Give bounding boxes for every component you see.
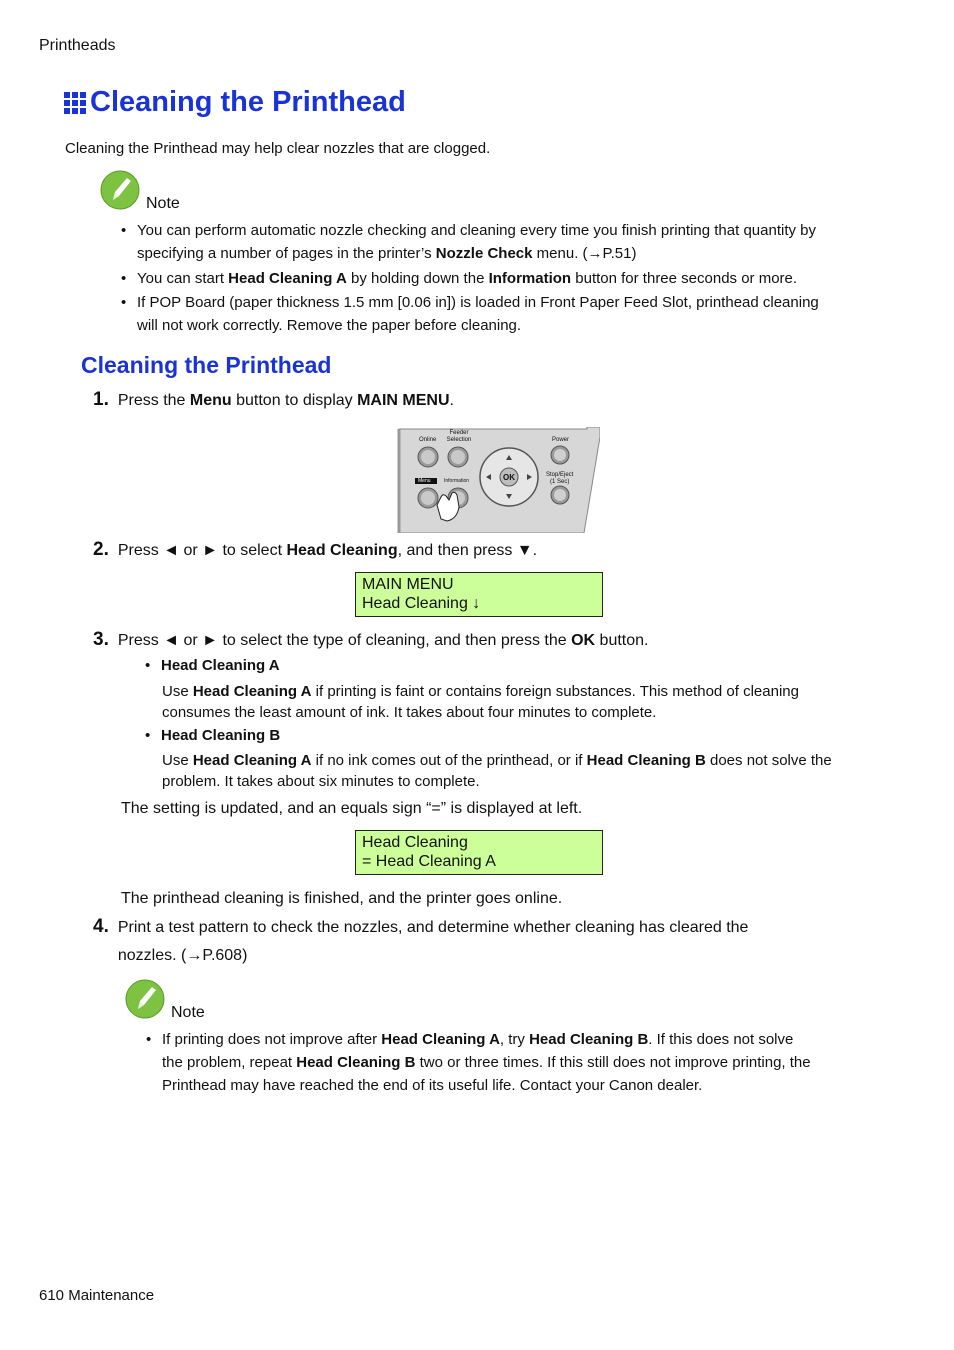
- running-head: Printheads: [39, 37, 116, 54]
- menu-label: Menu: [418, 478, 431, 484]
- lcd-line-2: Head Cleaning ↓: [362, 595, 481, 612]
- step-3: [93, 629, 648, 651]
- note-item: • If POP Board (paper thickness 1.5 mm [0.06 in]) is loaded in Front Paper Feed Slot, printhead cleaning will not work correctly. Remove the paper before cleaning.: [121, 291, 881, 337]
- note-item: • You can start Head Cleaning A by holding down the Information button for three seconds or more.: [121, 267, 881, 290]
- step-number: 1.: [93, 389, 109, 410]
- note-item: • You can perform automatic nozzle checking and cleaning every time you finish printing that quantity by specifying a number of pages in the printer’s Nozzle Check menu. (→P.51): [121, 219, 881, 265]
- note-label: Note: [146, 195, 180, 212]
- control-panel-illustration: [397, 427, 600, 533]
- option-a-text: Use Head Cleaning A if printing is faint or contains foreign substances. This method of cleaning consumes the least amount of ink. It takes about four minutes to complete.: [162, 683, 799, 721]
- step-text: Press ◄ or ► to select Head Cleaning, and then press ▼.: [117, 542, 538, 559]
- section-grid-icon: [64, 92, 86, 114]
- step-text: Press ◄ or ► to select the type of cleaning, and then press the OK button.: [117, 632, 649, 649]
- step-number: 4.: [93, 916, 109, 937]
- lcd-display-head-cleaning: [355, 830, 603, 875]
- power-label: Power: [552, 437, 570, 443]
- note-pencil-icon: [100, 170, 142, 210]
- intro-text: Cleaning the Printhead may help clear nozzles that are clogged.: [65, 140, 491, 157]
- step-number: 2.: [93, 539, 109, 560]
- note-pencil-icon: [125, 979, 167, 1019]
- feeder-label: Feeder Selection: [446, 430, 472, 443]
- page-title-text: Cleaning the Printhead: [90, 86, 406, 118]
- step-2: [93, 539, 537, 561]
- finished-text: The printhead cleaning is finished, and the printer goes online.: [121, 890, 563, 907]
- step-number: 3.: [93, 629, 109, 650]
- lcd-display-main-menu: [355, 572, 603, 617]
- step-4: [93, 914, 748, 970]
- setting-updated-text: The setting is updated, and an equals sign “=” is displayed at left.: [121, 800, 583, 817]
- lcd-line-1: MAIN MENU: [362, 576, 454, 593]
- information-label: Information: [444, 478, 470, 484]
- step-1: [93, 389, 454, 411]
- section-subtitle: Cleaning the Printhead: [81, 352, 332, 378]
- option-a-bullet: •: [145, 657, 151, 674]
- ok-label: OK: [503, 473, 515, 482]
- note-list: [121, 219, 881, 337]
- step-text: Print a test pattern to check the nozzles, and determine whether cleaning has cleared the nozzles. (→P.608): [117, 919, 749, 964]
- note-list: [146, 1028, 886, 1097]
- lcd-line-2: = Head Cleaning A: [362, 853, 496, 870]
- option-a-heading: Head Cleaning A: [161, 657, 280, 674]
- lcd-line-1: Head Cleaning: [362, 834, 468, 851]
- stop-eject-label: Stop/Eject: [546, 472, 574, 478]
- option-b-heading: Head Cleaning B: [161, 727, 281, 744]
- option-b-bullet: •: [145, 727, 151, 744]
- online-label: Online: [419, 437, 437, 443]
- page-footer: 610 Maintenance: [39, 1287, 155, 1304]
- option-b-text: Use Head Cleaning A if no ink comes out of the printhead, or if Head Cleaning B does not solve the problem. It takes about six minutes to complete.: [162, 752, 832, 790]
- page-title: [64, 86, 406, 119]
- step-text: Press the Menu button to display MAIN MENU.: [117, 392, 454, 409]
- stop-eject-sub-label: (1 Sec): [550, 479, 570, 485]
- note-item: • If printing does not improve after Head Cleaning A, try Head Cleaning B. If this does not solve the problem, repeat Head Cleaning B two or three times. If this still does not improve printing, the Printhead may have reached the end of its useful life. Contact your Canon dealer.: [146, 1028, 886, 1097]
- note-label: Note: [171, 1004, 205, 1021]
- note-heading: [100, 170, 180, 210]
- note-heading: [125, 979, 205, 1019]
